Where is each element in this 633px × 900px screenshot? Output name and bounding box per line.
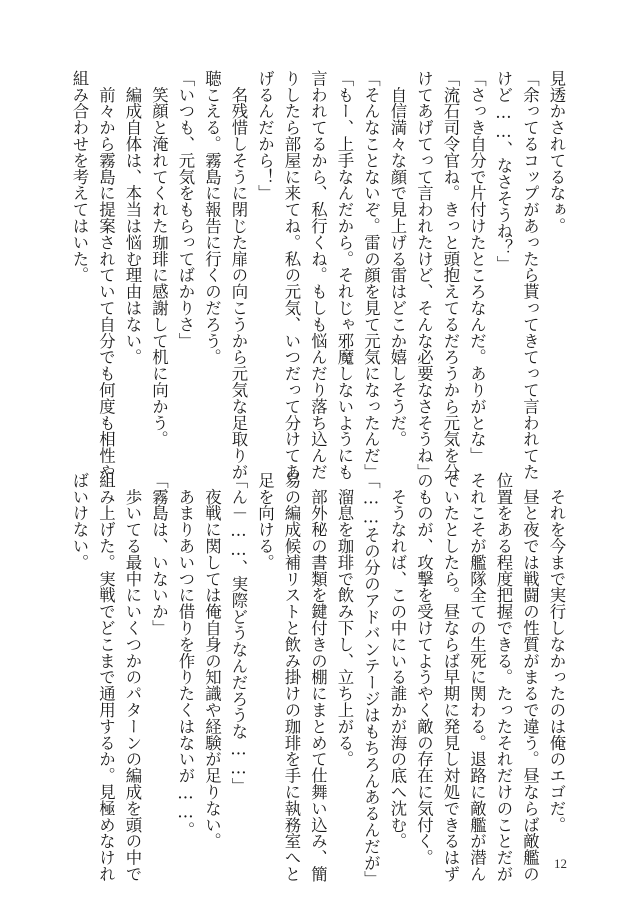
text-line: けど……、なさそうね？」 (494, 70, 513, 272)
text-line: 言われてるから、私行くね。もしも悩んだり落ち込んだ (308, 70, 328, 480)
text-line: 「流石司令官ね。きっと頭抱えてるだろうから元気を分 (441, 70, 460, 480)
text-line: 「ん－……、実際どうなんだろうな……」 (229, 472, 248, 794)
text-line: 編成自体は、本当は悩む理由はない。 (123, 70, 142, 366)
text-line: あまりあいつに借りを作りたくはないが……。 (176, 472, 195, 838)
text-line: 位置をある程度把握できる。たったそれだけのことだが (494, 472, 513, 882)
text-line: 昼と夜では戦闘の性質がまるで違う。昼ならば敵艦の (520, 472, 540, 882)
text-line: でいたとしたら。昼ならば早期に発見し対処できるはず (441, 472, 460, 882)
text-line: 「そんなことないぞ。雷の顔を見て元気になったんだ」 (361, 70, 381, 480)
text-line: 「いつも、元気をもらってばかりさ」 (176, 70, 195, 349)
text-line: げるんだから！」 (255, 70, 275, 202)
text-line: 「さっき自分で片付けたところなんだ。ありがとな」 (467, 70, 487, 464)
text-line: それこそが艦隊全ての生死に関わる。退路に敵艦が潜ん (467, 472, 487, 882)
text-line: 「霧島は、いないか」 (149, 472, 169, 636)
text-line: のものが、攻撃を受けてようやく敵の存在に気付く。 (414, 472, 434, 866)
text-line: 部外秘の書類を鍵付きの棚にまとめて仕舞い込み、簡 (308, 472, 328, 882)
text-line: そうなれば、この中にいる誰かが海の底へ沈む。 (388, 472, 407, 850)
page-number: 12 (554, 856, 567, 871)
text-line: 「余ってるコップがあったら貰ってきてって言われてた (520, 70, 540, 480)
text-line: それを今まで実行しなかったのは俺のエゴだ。 (547, 472, 566, 833)
text-line: 「……その分のアドバンテージはもちろんあるんだが」 (361, 472, 381, 888)
text-line: 「もー、上手なんだから。それじゃ邪魔しないようにも (335, 70, 354, 480)
text-line: 名残惜しそうに閉じた扉の向こうから元気な足取りが (229, 70, 248, 480)
text-line: 笑顔と淹れてくれた珈琲に感謝して机に向かう。 (149, 70, 169, 448)
text-line: 聴こえる。霧島に報告に行くのだろう。 (202, 70, 222, 366)
text-block-top (66, 70, 570, 480)
text-line: 自信満々な顔で見上げる雷はどこか嬉しそうだ。 (388, 70, 407, 448)
text-line: ばいけない。 (70, 472, 89, 571)
text-line: 歩いてる最中にいくつかのパターンの編成を頭の中で (123, 472, 142, 882)
text-line: 組み上げた。実戦でどこまで通用するか。見極めなけれ (96, 472, 116, 882)
text-line: 見透かされてるなぁ。 (547, 70, 566, 234)
text-line: 溜息を珈琲で飲み下し、立ち上がる。 (335, 472, 354, 768)
text-line: りしたら部屋に来てね。私の元気、いつだって分けてあ (282, 70, 301, 480)
text-line: 易の編成候補リストと飲み掛けの珈琲を手に執務室へと (282, 472, 301, 882)
text-line: 前々から霧島に提案されていて自分でも何度も相性や (96, 70, 116, 480)
text-line: 夜戦に関しては俺自身の知識や経験が足りない。 (202, 472, 222, 850)
text-line: けてあげてって言われたけど、そんな必要なさそうね」 (414, 70, 434, 480)
text-line: 足を向ける。 (255, 472, 275, 571)
text-line: 組み合わせを考えてはいた。 (70, 70, 89, 284)
